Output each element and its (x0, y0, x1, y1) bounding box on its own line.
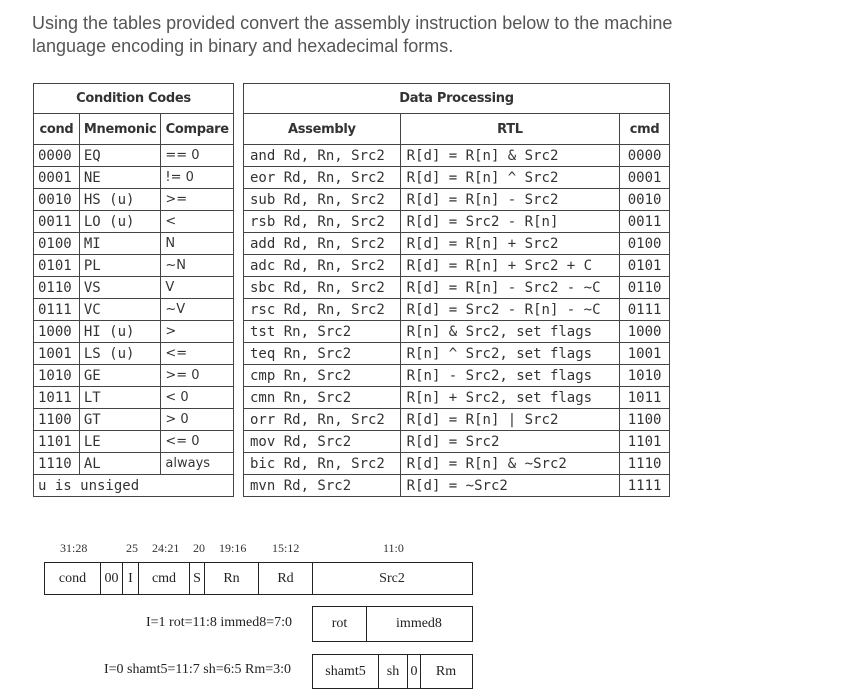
cmd-cell: 1100 (620, 409, 670, 431)
rtl-cell: R[n] & Src2, set flags (400, 321, 620, 343)
condition-code-row (34, 409, 234, 431)
mnemonic-cell: VS (79, 277, 161, 299)
register-caption: I=0 shamt5=11:7 sh=6:5 Rm=3:0 (104, 662, 292, 677)
data-processing-row (244, 145, 670, 167)
mnemonic-cell: NE (79, 167, 161, 189)
rtl-cell: R[d] = R[n] + Src2 + C (400, 255, 620, 277)
data-processing-row (244, 343, 670, 365)
mnemonic-cell: LT (79, 387, 161, 409)
data-processing-title: Data Processing (244, 84, 670, 114)
compare-cell: == 0 (161, 145, 234, 167)
condition-code-row (34, 255, 234, 277)
header-rtl: RTL (400, 114, 620, 145)
mnemonic-cell: AL (79, 453, 161, 475)
condition-code-row (34, 365, 234, 387)
rtl-cell: R[d] = Src2 (400, 431, 620, 453)
cmd-cell: 1010 (620, 365, 670, 387)
cmd-cell: 1111 (620, 475, 670, 497)
cmd-cell: 1110 (620, 453, 670, 475)
mnemonic-cell: LO (u) (79, 211, 161, 233)
mnemonic-cell: VC (79, 299, 161, 321)
rtl-cell: R[d] = ~Src2 (400, 475, 620, 497)
assembly-cell: mov Rd, Src2 (244, 431, 401, 453)
compare-cell: V (161, 277, 234, 299)
field-shamt5: shamt5 (313, 655, 379, 688)
question-text (32, 12, 792, 58)
cond-code-cell: 1011 (34, 387, 80, 409)
compare-cell: always (161, 453, 234, 475)
mnemonic-cell: LE (79, 431, 161, 453)
cond-code-cell: 1010 (34, 365, 80, 387)
data-processing-row (244, 365, 670, 387)
mnemonic-cell: MI (79, 233, 161, 255)
cmd-cell: 1000 (620, 321, 670, 343)
assembly-cell: tst Rn, Src2 (244, 321, 401, 343)
bit-label-cmd: 24:21 (152, 541, 180, 555)
condition-code-row (34, 189, 234, 211)
immediate-caption: I=1 rot=11:8 immed8=7:0 (146, 615, 293, 630)
condition-code-row (34, 431, 234, 453)
question-line-1: Using the tables provided convert the assembly instruction below to the machine (32, 13, 673, 33)
field-s: S (190, 563, 205, 594)
cond-code-cell: 1110 (34, 453, 80, 475)
cond-code-cell: 0110 (34, 277, 80, 299)
data-processing-row (244, 453, 670, 475)
assembly-cell: sub Rd, Rn, Src2 (244, 189, 401, 211)
mnemonic-cell: HS (u) (79, 189, 161, 211)
cond-code-cell: 0010 (34, 189, 80, 211)
register-format-box (312, 654, 473, 689)
mnemonic-cell: LS (u) (79, 343, 161, 365)
bit-label-s: 20 (193, 541, 205, 555)
assembly-cell: add Rd, Rn, Src2 (244, 233, 401, 255)
field-rn: Rn (205, 563, 259, 594)
field-sh: sh (379, 655, 408, 688)
header-compare: Compare (161, 114, 234, 145)
bit-label-rn: 19:16 (219, 541, 247, 555)
data-processing-row (244, 255, 670, 277)
field-src2: Src2 (379, 570, 405, 586)
rtl-cell: R[d] = Src2 - R[n] (400, 211, 620, 233)
compare-cell: < (161, 211, 234, 233)
rtl-cell: R[n] ^ Src2, set flags (400, 343, 620, 365)
footnote-unsigned: u is unsiged (34, 475, 234, 497)
data-processing-row (244, 431, 670, 453)
cond-code-cell: 0011 (34, 211, 80, 233)
cmd-cell: 0011 (620, 211, 670, 233)
condition-code-row (34, 343, 234, 365)
cond-code-cell: 0100 (34, 233, 80, 255)
header-cmd: cmd (620, 114, 670, 145)
compare-cell: >= (161, 189, 234, 211)
assembly-cell: rsb Rd, Rn, Src2 (244, 211, 401, 233)
question-line-2: language encoding in binary and hexadecimal forms. (32, 36, 454, 56)
immediate-format-box (312, 606, 473, 642)
field-rm: Rm (435, 663, 457, 679)
bit-label-src2: 11:0 (383, 541, 404, 555)
rtl-cell: R[n] + Src2, set flags (400, 387, 620, 409)
field-rd: Rd (259, 563, 313, 594)
assembly-cell: cmn Rn, Src2 (244, 387, 401, 409)
data-processing-row (244, 233, 670, 255)
cond-code-cell: 0001 (34, 167, 80, 189)
rtl-cell: R[d] = R[n] | Src2 (400, 409, 620, 431)
compare-cell: > 0 (161, 409, 234, 431)
cmd-cell: 0110 (620, 277, 670, 299)
compare-cell: >= 0 (161, 365, 234, 387)
bit-label-cond: 31:28 (60, 541, 88, 555)
instruction-format-box (44, 562, 473, 595)
data-processing-row (244, 475, 670, 497)
condition-code-row (34, 321, 234, 343)
cond-code-cell: 0111 (34, 299, 80, 321)
assembly-cell: rsc Rd, Rn, Src2 (244, 299, 401, 321)
data-processing-table (243, 83, 670, 497)
condition-code-row (34, 387, 234, 409)
rtl-cell: R[d] = R[n] & Src2 (400, 145, 620, 167)
cond-code-cell: 1101 (34, 431, 80, 453)
compare-cell: <= (161, 343, 234, 365)
data-processing-row (244, 167, 670, 189)
compare-cell: < 0 (161, 387, 234, 409)
assembly-cell: teq Rn, Src2 (244, 343, 401, 365)
data-processing-row (244, 299, 670, 321)
assembly-cell: and Rd, Rn, Src2 (244, 145, 401, 167)
cond-code-cell: 1100 (34, 409, 80, 431)
cond-code-cell: 0101 (34, 255, 80, 277)
assembly-cell: adc Rd, Rn, Src2 (244, 255, 401, 277)
field-zero: 0 (408, 655, 421, 688)
cmd-cell: 1101 (620, 431, 670, 453)
condition-code-row (34, 233, 234, 255)
cmd-cell: 0000 (620, 145, 670, 167)
rtl-cell: R[n] - Src2, set flags (400, 365, 620, 387)
cmd-cell: 0001 (620, 167, 670, 189)
data-processing-row (244, 321, 670, 343)
rtl-cell: R[d] = R[n] & ~Src2 (400, 453, 620, 475)
bit-label-rd: 15:12 (272, 541, 300, 555)
condition-code-row (34, 145, 234, 167)
field-cmd: cmd (139, 563, 190, 594)
compare-cell: N (161, 233, 234, 255)
rtl-cell: R[d] = R[n] ^ Src2 (400, 167, 620, 189)
field-rot: rot (313, 607, 367, 641)
assembly-cell: orr Rd, Rn, Src2 (244, 409, 401, 431)
assembly-cell: mvn Rd, Src2 (244, 475, 401, 497)
mnemonic-cell: HI (u) (79, 321, 161, 343)
cmd-cell: 0111 (620, 299, 670, 321)
cmd-cell: 0100 (620, 233, 670, 255)
cond-code-cell: 1001 (34, 343, 80, 365)
cond-code-cell: 0000 (34, 145, 80, 167)
compare-cell: ~N (161, 255, 234, 277)
mnemonic-cell: EQ (79, 145, 161, 167)
cmd-cell: 1011 (620, 387, 670, 409)
condition-code-row (34, 277, 234, 299)
field-i: I (123, 563, 139, 594)
cmd-cell: 0010 (620, 189, 670, 211)
condition-code-row (34, 211, 234, 233)
compare-cell: <= 0 (161, 431, 234, 453)
rtl-cell: R[d] = R[n] - Src2 (400, 189, 620, 211)
mnemonic-cell: GT (79, 409, 161, 431)
header-cond: cond (34, 114, 80, 145)
bit-label-i: 25 (126, 541, 138, 555)
compare-cell: > (161, 321, 234, 343)
assembly-cell: eor Rd, Rn, Src2 (244, 167, 401, 189)
assembly-cell: cmp Rn, Src2 (244, 365, 401, 387)
compare-cell: ~V (161, 299, 234, 321)
data-processing-row (244, 409, 670, 431)
assembly-cell: bic Rd, Rn, Src2 (244, 453, 401, 475)
field-cond: cond (45, 563, 101, 594)
data-processing-row (244, 189, 670, 211)
condition-codes-table (33, 83, 234, 497)
header-mnemonic: Mnemonic (79, 114, 161, 145)
compare-cell: != 0 (161, 167, 234, 189)
data-processing-row (244, 211, 670, 233)
cmd-cell: 0101 (620, 255, 670, 277)
condition-code-row (34, 167, 234, 189)
data-processing-row (244, 277, 670, 299)
condition-code-row (34, 453, 234, 475)
cond-code-cell: 1000 (34, 321, 80, 343)
rtl-cell: R[d] = Src2 - R[n] - ~C (400, 299, 620, 321)
condition-codes-title: Condition Codes (34, 84, 234, 114)
rtl-cell: R[d] = R[n] + Src2 (400, 233, 620, 255)
mnemonic-cell: PL (79, 255, 161, 277)
data-processing-row (244, 387, 670, 409)
field-00: 00 (101, 563, 123, 594)
header-assembly: Assembly (244, 114, 401, 145)
rtl-cell: R[d] = R[n] - Src2 - ~C (400, 277, 620, 299)
condition-code-row (34, 299, 234, 321)
assembly-cell: sbc Rd, Rn, Src2 (244, 277, 401, 299)
field-immed8: immed8 (396, 616, 442, 631)
mnemonic-cell: GE (79, 365, 161, 387)
cmd-cell: 1001 (620, 343, 670, 365)
